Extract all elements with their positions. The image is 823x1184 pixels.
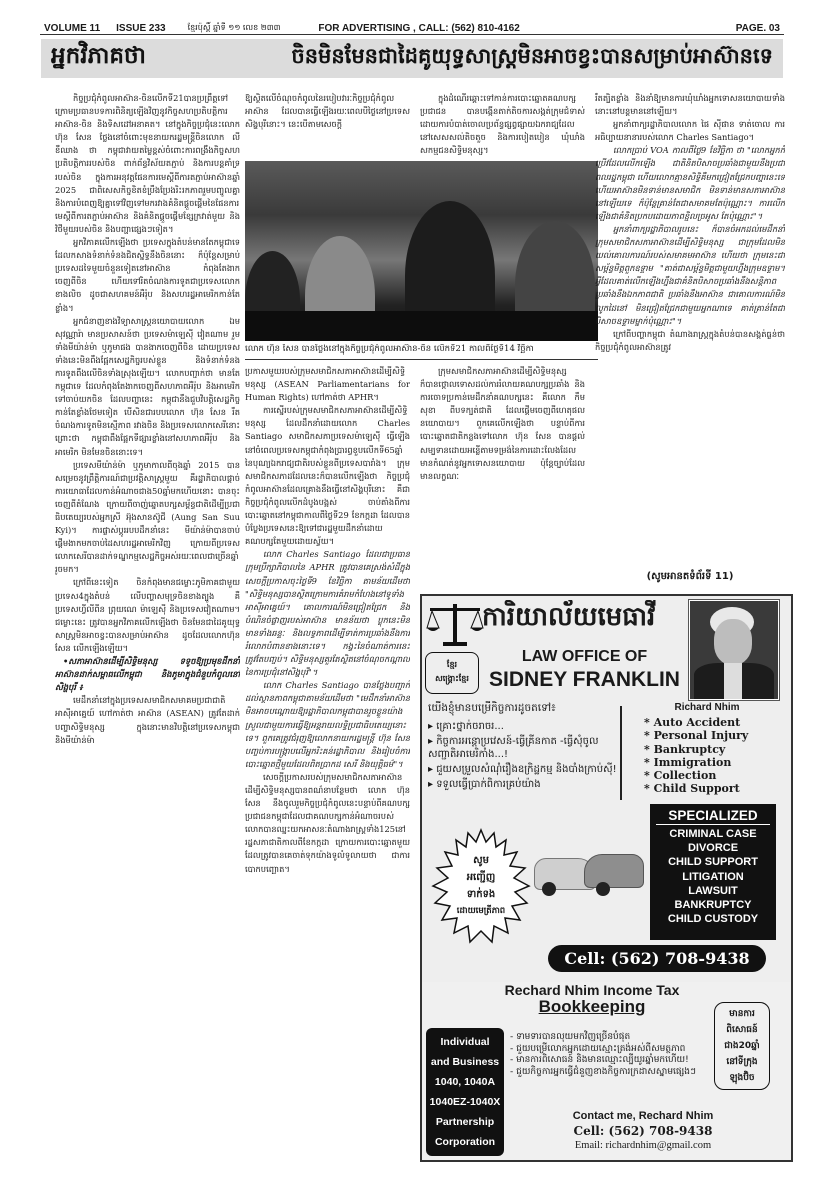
badge-line-1: ខ្មែរ [446, 660, 458, 669]
paragraph: អ្នកនាំពាក្យរដ្ឋាភិបាលរូបនេះ ក៏បានចំអកដល់មេដឹកនាំក្រុមសមាជិកសភាអាស៊ានដើម្បីសិទ្ធិមនុស្ស ជាក្រុមដែលមិនយល់គោលការណ៍របស់សមាគមអាស៊ាន ហើយថា ក្រុមនេះជាសម្ព័ន្ធមិត្តពួកឧទ្ទាម "គាត់ជាសម្ព័ន្ធមិត្តជាមួយហ្នឹងក្រុមឧទ្ទាម។ អ្វីដែលគាត់លើកឡើងហ្នឹងជាគំនិតបិសាចប្រឆាំងនឹងសន្តិភាព ប្រឆាំងនឹងឯកភាពជាតិ ប្រឆាំងនឹងអាស៊ាន ជាគោលការណ៍មិនលូកដៃនៅ មិនជ្រៀតជ្រែកជាមួយអ្នកណាទេ គាត់គ្រាន់តែជាបិសាចឧទ្ទាមម្នាក់ប៉ុណ្ណោះ"។ [595, 223, 785, 326]
khmer-services-list [428, 720, 618, 791]
paragraph: ការស្នើរបស់ក្រុមសមាជិកសភាអាស៊ានដើម្បីសិទ្ធិមនុស្ស ដែលដឹកនាំដោយលោក Charles Santiago សមាជិកសភាប្រទេសម៉ាឡេស៊ី ធ្វើឡើងនៅចំពេលប្រទេសកម្ពុជាកំពុងប្រារព្ធខួបលើកទី65ឆ្នាំនៃបុណ្យឯករាជ្យជាតិរបស់ខ្លួនពីប្រទេសបារាំង។ ក្រុមសមាជិកសភាដដែលនេះក៏បានលើកឡើងថា កិច្ចប្រជុំកំពូលអាស៊ានដែលគ្រោងនឹងធ្វើនៅសិង្ហបុរីនោះ គឺជាកិច្ចប្រជុំកំពូលលើកដំបូងបង្អស់ ចាប់តាំងពីការបោះឆ្នោតនៅកម្ពុជាកាលពីថ្ងៃទី29 ខែកក្កដា ដែលបានបំប្លែងប្រទេសនេះឱ្យទៅជារដ្ឋមួយដឹកនាំដោយគណបក្សតែមួយដោយស្វ័យ។ [245, 405, 410, 547]
paragraph: ប្រកាសមួយរបស់ក្រុមសមាជិកសភាអាស៊ានដើម្បីសិទ្ធិមនុស្ស (ASEAN Parliamentarians for Human Rights) ហៅកាត់ថា APHR។ [245, 366, 410, 403]
paragraph: លោកប្រាប់ VOA កាលពីថ្ងៃ9 ខែវិច្ឆិកា ថា "លោកអ្នកកំប្រើវដែលលើកឡើង ជាតិនិតបិសាចប្រឆាំងជាមួយនឹងប្រជាពលរដ្ឋកម្ពុជា ហើយលោកគ្មានសិទ្ធិគឺមកជ្រៀតជ្រែកបញ្ហានេះទេ ហើយអាស៊ានមិនទាន់មានសមាជិក មិនទាន់មានសភាអាស៊ាននៅឡើយទេ ក៏ប៉ុន្តែគ្រាន់តែជាសមាគមតែប៉ុណ្ណោះ។ ការលើកឡើងជាគំនិតប្រកបដោយភាពខ្ជិលច្រអូស តែប៉ុណ្ណោះ"។ [595, 145, 785, 221]
photo-caption: លោក ហ៊ុន សែន បានថ្លែងនៅក្នុងកិច្ចប្រជុំកំពូលអាស៊ាន-ចិន លើកទី21 កាលពីថ្ងៃទី14 វិច្ឆិកា [245, 344, 598, 360]
paragraph: អ្នកវិភាគលើកឡើងថា ប្រទេសក្នុងតំបន់មានតែកម្ពុជាទេ ដែលកសាងទំនាក់ទំនងជិតស្និទ្ធនឹងចិននោះ ក៏ប៉ុន្តែសម្រាប់ប្រទេសដទៃមួយចំនួនទៀតនៅអាស៊ាន កំពុងតែងាកចេញពីចិន ហើយទៅរិតចំណងការទូតជាប្រទេសលោកខាងលិច ដូចជាសហគមន៍អឺរ៉ុប និងសហរដ្ឋអាមេរិកកាន់តែខ្លាំង។ [55, 237, 240, 313]
portrait-shirt [724, 663, 742, 700]
continued-note: (សូមអានតទំព័រទី 11) [646, 571, 734, 582]
paragraph: លោក Charles Santiago បានថ្លែងបញ្ជាក់ដល់ស្ថានភាពកម្ពុជាតាមន័យដើមថា "មេដឹកនាំអាស៊ានមិនអាចបណ្តោយឱ្យរដ្ឋាភិបាលកម្ពុជាបានរួចខ្លួនយ៉ាងស្រួលជាមួយការធ្វើឱ្យអន្តរាយលទ្ធិប្រជាធិបតេយ្យនោះទេ។ ពួកគេត្រូវជំរុញឱ្យលោកនាយករដ្ឋមន្ត្រី ហ៊ុន សែន បញ្ចប់ការបង្ក្រាបលើអ្នករិះគន់រដ្ឋាភិបាល និងរៀបចំការបោះឆ្នោតថ្មីមួយដែលពិតប្រាកដ សេរី និងយុត្តិធម៌"។ [245, 680, 410, 769]
article-column-3-top [420, 92, 585, 158]
specialized-item: LAWSUIT [688, 884, 738, 897]
tax-bullet: - មានការពិសោធន៍ និងមានឈ្មោះល្បីយូរឆ្នាំមកហើយ! [510, 1055, 689, 1065]
tax-email[interactable]: Email: richardnhim@gmail.com [574, 1140, 712, 1151]
service-item: * Immigration [644, 755, 732, 769]
tax-bullet: - ជួយបម្រើលោកអ្នកដោយស្មោះត្រង់អស់ពីសមត្ថភាព [510, 1043, 686, 1054]
paragraph: រឹតត្បិតខ្លាំង និងនាំឱ្យមានការឃុំឃាំងអ្នកទោសនយោបាយទាំងនោះនៅបន្តមាននៅឡើយ។ [595, 93, 785, 117]
tax-bullet: - ជួយកិច្ចការអ្នកធ្វើជំនួញខាងកិច្ចការក្រដាសស្នាមផ្សេងៗ [510, 1066, 696, 1077]
service-item: * Collection [644, 769, 717, 783]
law-office-khmer-title: ការិយាល័យមេធាវី [482, 602, 656, 632]
issue-label: ISSUE 233 [116, 23, 166, 34]
attorney-name: Richard Nhim [674, 702, 740, 713]
service-item: * Bankruptcy [644, 742, 726, 756]
paragraph: ក្រៅពីបញ្ហាកម្ពុជា តំណាងរាស្ត្រក្នុងតំបន់បានសង្កត់ធ្ងន់ថា កិច្ចប្រជុំកំពូលអាស៊ានត្រូវ [595, 328, 785, 352]
khmer-rescue-badge [425, 652, 479, 694]
english-services-list [644, 716, 793, 796]
headline-part1: អ្នកវិភាគថា [51, 43, 146, 69]
specialized-item: CHILD SUPPORT [668, 856, 758, 869]
service-item: * Personal Injury [644, 729, 749, 743]
news-photo [245, 161, 598, 341]
income-tax-ad [420, 982, 793, 1162]
paragraph: សេចក្តីប្រកាសរបស់ក្រុមសមាជិកសភាអាស៊ានដើម្បីសិទ្ធិមនុស្សបានពណ៌នាបន្ថែមថា លោក ហ៊ុន សែន នឹងចូលរួមកិច្ចប្រជុំកំពូលនេះបន្ទាប់ពីគណបក្សប្រជាជនកម្ពុជាដែលជាគណបក្សកាន់អំណាចរបស់លោកបានឈ្នះយកអាសនៈតំណាងរាស្ត្រទាំង125នៅរដ្ឋសភាជាតិកាលពីខែកក្កដា ក្រោយការបោះឆ្នោតមួយដែលត្រូវបានគេចាត់ទុកយ៉ាងទូលំទូលាយថា ជាការបោកបញ្ឆោត។ [245, 771, 410, 874]
experience-badge: មានការ ពិសោធន៍ ជាង20ឆ្នាំ នៅទីក្រុង ឡុងប៊ិច [714, 1002, 770, 1090]
law-office-title-line1: LAW OFFICE OF [521, 648, 648, 665]
headline [41, 39, 783, 78]
car-right [584, 854, 644, 888]
car-wheel [596, 882, 610, 896]
specialized-box [650, 804, 776, 940]
scales-of-justice-icon [426, 600, 484, 648]
burst-text: សូម អញ្ជើញ ទាក់ទង ដោយមេត្រីភាព [456, 855, 506, 916]
attorney-portrait [689, 600, 779, 700]
article-column-3 [420, 365, 585, 587]
subheading: •សភាអាស៊ានដើម្បីសិទ្ធិមនុស្ស ទទូចឱ្យប្រមុខដឹកនាំអាស៊ានដាក់សម្ពាធលើកម្ពុជា និងភូមាក្នុងជំនួបកំពូលនៅសិង្ហបុរី ៖ [55, 656, 240, 693]
car-wheel [542, 882, 556, 896]
paragraph: ក្រៅពីនេះទៀត ចិនកំពុងមានជម្លោះភូមិភាគជាមួយប្រទេស4ក្នុងតំបន់ លើបញ្ហាសមុទ្រចិនខាងត្បូង គឺប្រទេសហ្វីលីពីន ព្រុយណេ ម៉ាឡេស៊ី និងប្រទេសវៀតណាម។ ជម្លោះនេះ ត្រូវបានអ្នកវិភាគលើកឡើងថា ចិនមែនជាដៃគូយុទ្ធសាស្ត្រមិនអាចខ្វះបានសម្រាប់អាស៊ាន ដូចដែលលោកហ៊ុន សែន លើកឡើងឡើយ។ [55, 577, 240, 653]
paragraph: ប្រទេសមីយ៉ាន់ម៉ា ឬភូមាកាលពីចុងឆ្នាំ 2015 បានសម្រេចនូវព្រឹត្តិការណ៍ជាប្រវត្តិសាស្ត្រមួយ គឺរដ្ឋាភិបាលផ្តាច់ការយោធាដែលកាន់អំណាចជាង50ឆ្នាំមកហើយនោះ បានចុះចេញពីតំណែង ក្រោយពីចាញ់ឆ្នោតបក្សសម្ព័ន្ធជាតិដើម្បីប្រជាធិបតេយ្យរបស់អ្នកស្រី អ៊ុងសានស៊ូជី (Aung San Suu Kyi)។ ការផ្លាស់ប្តូររបបដឹកនាំនេះ មីយ៉ាន់ម៉ាបានចាប់ផ្តើមងាកមកចាប់ដៃសហរដ្ឋអាមេរិកវិញ ក្រោយពីប្រទេសលោកសេរីបានដាក់ទណ្ឌកម្មសេដ្ឋកិច្ចអស់រយៈពេលជាច្រើនឆ្នាំរួចមក។ [55, 459, 240, 575]
service-item: ▸ ជួយសម្រួលសំណុំរឿងឧក្រិដ្ឋកម្ម និងបាំងក្រាប់ស៊ី! [428, 764, 617, 775]
khmer-date-label: ខ្មែរប៉ុស្តិ៍ ឆ្នាំទី ១១ លេខ ២៣៣ [187, 23, 281, 32]
paragraph: ក្នុងដំណើរឆ្ពោះទៅកាន់ការបោះឆ្នោតគណបក្សប្រជាជន បានបង្កើនតាក់តិចការសង្កត់ក្រុមជំទាស់ ដោយការបំបាត់ចោលប្រព័ន្ធផ្សព្វផ្សាយឯករាជ្យដែលនៅសេសសល់តិចតួច និងការបៀតបៀន ឃុំឃាំងសកម្មជនសិទ្ធិមនុស្ស។ [420, 93, 585, 156]
specialized-item: CRIMINAL CASE [669, 828, 757, 840]
article-column-2-top [245, 92, 410, 158]
page-header [40, 20, 784, 35]
law-office-ad [420, 594, 793, 998]
specialized-item: DIVORCE [687, 842, 739, 855]
services-intro: យើងខ្ញុំមានបម្រើកិច្ចការដូចតទៅ៖ [428, 702, 556, 714]
service-item: ▸ គ្រោះថ្នាក់ចរាចរ... [428, 721, 504, 732]
badge-line-2: សង្គ្រោះខ្មែរ [435, 674, 469, 683]
paragraph: អ្នកជំនាញខាងវិទ្យាសាស្ត្រនយោបាយលោក ឯម សុវណ្ណារ៉ា មានប្រសាសន៍ថា ប្រទេសម៉ាឡេស៊ី វៀតណាម រួមទាំងមីយ៉ាន់ម៉ា ឬភូមាផង បានងាកចេញពីចិន ដោយប្រទេសទាំងនេះមិនពឹងផ្អែកសេដ្ឋកិច្ចរបស់ខ្លួន និងទំនាក់ទំនងការទូតពឹងលើចិនទាំងស្រុងឡើយ។ លោកបញ្ជាក់ថា មានតែកម្ពុជាទេ ដែលកំពុងតែងាកចេញពីសហភាពអឺរ៉ុប និងអាមេរិកទៅចាប់យកចិន ដែលបញ្ហានេះ កម្ពុជានឹងជួបវិបត្តិសេដ្ឋកិច្ចកាន់តែខ្លាំងថែមទៀត បើសិនជារបបលោក ហ៊ុន សែន រឹតចំណងការទូតមិនស្មើភាព រវាងចិន និងប្រទេសលោកសេរីនោះ ព្រោះថា កម្ពុជាពឹងផ្អែកទីផ្សារខ្លាំងនៅសហភាពអឺរ៉ុប និងអាមេរិក មិនមែនចិននោះទេ។ [55, 315, 240, 457]
paragraph: កិច្ចប្រជុំកំពូលអាស៊ាន-ចិនលើកទី21បានប្រព្រឹត្តទៅក្រោមប្រធានបទការពិនិត្យឡើងវិញនូវកិច្ចសហប្រតិបត្តិការអាស៊ាន-ចិន និងទិសដៅអនាគត។ នៅក្នុងកិច្ចប្រជុំនេះលោក ហ៊ុន សែន ថ្លែងនៅចំពោះមុខនាយករដ្ឋមន្ត្រីចិនលោក លី ខឺឈាង ថា កម្ពុជាវាយតម្លៃខ្ពស់ចំពោះការពង្រឹងកិច្ចសហប្រតិបត្តិការរបស់ចិន ពាក់ព័ន្ធវិស័យតភ្ជាប់ និងការបន្តគាំទ្ររបស់ចិន ក្នុងការអនុវត្តផែនការមេស្តីពីការតភ្ជាប់អាស៊ានឆ្នាំ 2025 ជាពិសេសកិច្ចខិតខំប្រឹងប្រែងរិះរកភាពរួមបញ្ចូលគ្នា និងការបំពេញឱ្យគ្នាទៅវិញទៅមករវាងគំនិតផ្តួចផ្តើមនៃផែនការមេស្តីពីការតភ្ជាប់អាស៊ាន និងគំនិតផ្តួចផ្តើមខ្សែក្រវាត់មួយ និងវិថីមួយរបស់ចិន និងបញ្ហាផ្សេងៗទៀត។ [55, 93, 240, 234]
car-crash-image [534, 848, 642, 900]
service-item: * Child Support [644, 782, 740, 796]
tax-bullet: - ទាមទារបានលុយមកវិញច្រើនបំផុត [510, 1032, 631, 1042]
photo-table [245, 311, 598, 341]
page-number: PAGE. 03 [735, 23, 780, 34]
paragraph: មេដឹកនាំនៅក្នុងប្រទេសសមាជិកសមាគមប្រជាជាតិអាស៊ីអាគ្នេយ៍ ហៅកាត់ថា អាស៊ាន (ASEAN) ត្រូវតែដាក់បញ្ហាសិទ្ធិមនុស្ស ក្នុងនោះមានវិបត្តិនៅប្រទេសកម្ពុជានិងមីយ៉ាន់ម៉ា [55, 695, 240, 745]
service-item: * Auto Accident [644, 716, 741, 729]
law-cell-phone: Cell: (562) 708-9438 [548, 945, 766, 972]
headline-part2: ចិនមិនមែនជាដៃគូយុទ្ធសាស្ត្រមិនអាចខ្វះបានសម្រាប់អាស៊ានទេ [291, 44, 773, 68]
article-column-2 [245, 365, 410, 1170]
tax-cell-phone: Cell: (562) 708-9438 [573, 1124, 713, 1138]
paragraph: អ្នកនាំពាក្យរដ្ឋាភិបាលលោក ផៃ ស៊ីផាន ទាត់ចោល ការអធិប្បាយនានារបស់លោក Charles Santiago។ [595, 119, 785, 143]
tax-bullets [510, 1032, 710, 1078]
article-column-4 [595, 92, 785, 567]
specialized-title: SPECIALIZED [656, 808, 770, 825]
ad-divider [620, 706, 622, 800]
paragraph: លោក Charles Santiago ដែលជាប្រធានក្រុមប្រឹក្សាភិបាលនៃ APHR ត្រូវបានគេស្រង់សំដីក្នុងសេចក្តីប្រកាសចុះថ្ងៃទី9 ខែវិច្ឆិកា តាមន័យដើមថា "សិទ្ធិមនុស្សបានស្ថិតក្រោមការគំរាមកំហែងនៅទូទាំងអាស៊ីអាគ្នេយ៍។ គោលការណ៍មិនជ្រៀតជ្រែក និងបំណិនចំផ្លាញរបស់អាស៊ាន មានន័យថា ប្លុកនេះមិនមានទាំងឆន្ទៈ និងលទ្ធភាពដើម្បីទាត់ការប្រឆាំងនឹងការរំលោភបំពានខាងនោះទេ។ កង្វះនៃចំណាត់ការនេះត្រូវតែបញ្ចប់។ សិទ្ធិមនុស្សគួរតែស្ថិតនៅចំណុចកណ្តាលនៃការប្រជុំនៅសិង្ហបុរី"។ [245, 549, 410, 678]
tax-title-line2: Bookkeeping [538, 997, 646, 1016]
paragraph: ក្រុមសមាជិកសភាអាស៊ានដើម្បីសិទ្ធិមនុស្ស ក៏បានថ្កោលទោសដល់ការរំលាយគណបក្សប្រឆាំង និងការចោទប្រកាន់មេដឹកនាំគណបក្សនេះ គឺលោក កឹម សុខា ពីបទក្បត់ជាតិ ដែលផ្តើមចេញពីហេតុផលនយោបាយ។ ពួកគេលើកឡើងថា បន្ទាប់ពីការបោះឆ្នោតជាតិកន្លងទៅលោក ហ៊ុន សែន បានផ្តល់សម្បទានដោយអន្លើតាមទម្រង់នៃការដោះលែងដែលមានកំណត់នូវអ្នកទោសនយោបាយ ប៉ុន្តែច្បាប់ដែលមានលក្ខណៈ [420, 366, 585, 481]
tax-contact: Contact me, Rechard Nhim [572, 1110, 714, 1122]
volume-label: VOLUME 11 [44, 23, 101, 34]
tax-services-box: Individual and Business 1040, 1040A 1040EZ-1040X Partnership Corporation [426, 1028, 504, 1156]
portrait-face [714, 619, 752, 665]
service-item: ▸ ទទួលធ្វើប្រាក់ពិការគ្រប់យ៉ាង [428, 779, 541, 790]
article-column-1 [55, 92, 240, 1170]
law-office-title-line2: SIDNEY FRANKLIN [489, 668, 680, 691]
specialized-item: BANKRUPTCY [674, 899, 752, 912]
specialized-item: LITIGATION [682, 870, 744, 883]
specialized-item: CHILD CUSTODY [667, 913, 759, 926]
advertising-label: FOR ADVERTISING , CALL: (562) 810-4162 [318, 23, 520, 34]
tax-title-line1: Rechard Nhim Income Tax [504, 982, 680, 998]
service-item: ▸ កិច្ចការអន្តោប្រវេសន៍-ធ្វើគ្រីនកាត -ធ្វើសុំចូលសញ្ជាតិអាមេរិកាំង...! [428, 736, 599, 760]
paragraph: ឱ្យស្ថិតលើចំណុចកំពូលនៃរបៀបវារៈកិច្ចប្រជុំកំពូលអាស៊ាន ដែលបានធ្វើឡើងរយៈពេលបីថ្ងៃនៅប្រទេសសិង្ហបុរីនោះ។ នេះបើតាមសេចក្តី [245, 93, 410, 130]
